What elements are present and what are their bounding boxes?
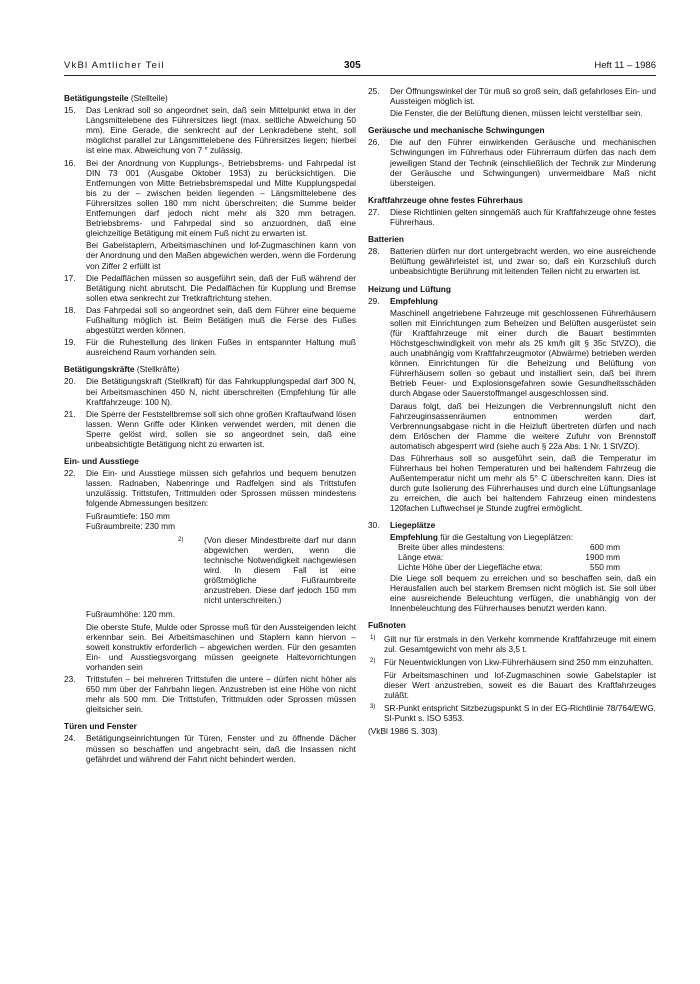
item-paragraph: Daraus folgt, daß bei Heizungen die Verbrennungsluft nicht den Fahrzeuginsassenräumen entnommen werden darf, Verbrennungsabgase nicht in die Heizluft übertreten dürfen und nach dem Erlöschen der Flamme die weitere Zufuhr von Brennstoff automatisch abgesperrt wird (siehe auch § 22a Abs. 1 Nr. 1 StVZO). — [390, 400, 656, 451]
footnote-mark: 2) — [370, 657, 376, 664]
footnote-remark — [86, 535, 356, 606]
list-item — [64, 733, 356, 763]
dimension-depth: Fußraumtiefe: 150 mm — [86, 510, 170, 521]
item-text: Betätigungseinrichtungen für Türen, Fenster und zu öffnende Dächer müssen so beschaffen und angebracht sein, daß die Insassen nicht gefährdet und während der Fahrt nicht behindert werden. — [86, 733, 356, 764]
section-heading — [64, 93, 356, 103]
item-text: Bei der Anordnung von Kupplungs-, Betriebsbrems- und Fahrpedal ist DIN 73 001 (Ausgabe Oktober 1953) zu berücksichtigen. Die Entfernungen von Mitte Betriebsbremspedal und Mitte Kupplungspedal bis zu der – zwischen beiden liegenden – Längsmittelebene des Führersitzes sollen 180 mm nicht überschreiten; die Summe beider Entfernungen darf jedoch nicht mehr als 320 mm betragen. Betriebsbrems- und Fahrpedal sind so anzuordnen, daß eine gleichzeitige Betätigung mit einem Fuß nicht zu erwarten ist. — [86, 157, 356, 239]
item-text: Der Öffnungswinkel der Tür muß so groß sein, daß gefahrloses Ein- und Aussteigen möglich ist. — [390, 86, 656, 107]
footnote — [368, 634, 656, 654]
page-header — [64, 60, 656, 74]
issue-info: Heft 11 – 1986 — [594, 60, 656, 71]
footnote-mark: 3) — [370, 704, 376, 711]
section-title: Betätigungskräfte — [64, 364, 135, 375]
item-paragraph: Das Führerhaus soll so ausgeführt sein, daß die Temperatur im Führerhaus bei hohen Temperaturen und bei haltendem Fahrzeug die Außentemperatur nicht um mehr als 5° C überschreiten kann. Dies ist durch gute Isolierung des Führerhauses und durch eine Lüftungsanlage zu erreichen, die auch bei haltendem Fahrzeug einen mindestens 120fachen Luftwechsel je Stunde zugfrei ermöglicht. — [390, 453, 656, 514]
section-title: Heizung und Lüftung — [368, 283, 451, 294]
list-item — [64, 376, 356, 406]
list-item — [368, 86, 656, 106]
item-text: Die Betätigungskraft (Stellkraft) für das Fahrkupplungspedal darf 300 N, bei Arbeitsmaschinen 450 N, nicht überschreiten (Empfehlung für alle Kraftfahrzeuge: 100 N). — [86, 376, 356, 407]
berth-label: Breite über alles mindestens: — [398, 541, 505, 552]
section-heading — [64, 721, 356, 731]
item-paragraph: Bei Gabelstaplern, Arbeitsmaschinen und lof-Zugmaschinen kann von der Anordnung und den Maßen abgewichen werden, wenn die Forderung von Ziffer 2 erfüllt ist — [86, 240, 356, 271]
section-title: Türen und Fenster — [64, 721, 137, 732]
item-text: Für die Ruhestellung des linken Fußes in entspannter Haltung muß ausreichend Raum vorhanden sein. — [86, 337, 356, 358]
footnote-text: Gilt nur für erstmals in den Verkehr kommende Kraftfahrzeuge mit einem zul. Gesamtgewicht von mehr als 3,5 t. — [384, 633, 656, 654]
item-text: Die Sperre der Feststellbremse soll sich ohne großen Kraftaufwand lösen lassen. Wenn Griffe oder Klinken verwendet werden, mit denen die Sperre gelöst wird, sollen sie so angeordnet sein, daß eine unbeabsichtigte Betätigung nicht zu erwarten ist. — [86, 408, 356, 449]
section-heading — [368, 195, 656, 205]
section-heading — [368, 125, 656, 135]
footnote-paragraph: Für Arbeitsmaschinen und lof-Zugmaschinen sowie Gabelstapler ist dieser Wert anzustreben, soweit es die Bauart des Kraftfahrzeuges zuläßt. — [384, 669, 656, 700]
item-paragraph: Die Liege soll bequem zu erreichen und so beschaffen sein, daß ein Herausfallen auch bei starkem Bremsen nicht möglich ist. Sie soll über eine ausreichende Beleuchtung verfügen, die unabhängig von der Innenbeleuchtung des Führerhauses benutzt werden kann. — [390, 573, 656, 614]
item-text: Die Ein- und Ausstiege müssen sich gefahrlos und bequem benutzen lassen. Radnaben, Nabenringe und Radfelgen sind als Trittstufen unzulässig. Trittstufen, Trittmulden oder Sprossen müssen mindestens folgende Abmessungen besitzen: — [86, 468, 356, 509]
section-heading — [368, 284, 656, 294]
list-item — [64, 273, 356, 303]
item-heading: Empfehlung — [390, 295, 438, 306]
list-item — [64, 105, 356, 155]
list-item — [64, 305, 356, 335]
item-number: 22. — [64, 468, 76, 479]
item-text: Diese Richtlinien gelten sinngemäß auch für Kraftfahrzeuge ohne festes Führerhaus. — [390, 206, 656, 228]
berth-label: Lichte Höhe über der Liegefläche etwa: — [398, 561, 543, 572]
footnote-text: Für Neuentwicklungen von Lkw-Führerhäusern sind 250 mm einzuhalten. — [384, 656, 654, 667]
item-number: 26. — [368, 137, 380, 148]
item-text: Das Fahrpedal soll so angeordnet sein, daß dem Führer eine bequeme Fußhaltung möglich ist. Beim Betätigen muß die Ferse des Fußes abgestützt werden können. — [86, 304, 356, 336]
section-subtitle: (Stellkräfte) — [136, 364, 180, 375]
list-item — [368, 246, 656, 276]
list-item — [368, 520, 656, 530]
footnote-remark-text: (Von dieser Mindestbreite darf nur dann abgewichen werden, wenn die technische Notwendigkeit nachgewiesen wird. In diesem Fall ist eine größtmögliche Fußraumbreite anzustreben. Diese darf jedoch 150 mm nicht unterschreiten.) — [204, 534, 356, 606]
item-text: Die Pedalflächen müssen so ausgeführt sein, daß der Fuß während der Betätigung nicht abrutscht. Die Pedalflächen für Kupplung und Bremse sollen etwa senkrecht zur Tretkraftrichtung stehen. — [86, 272, 356, 303]
source-reference: (VkBl 1986 S. 303) — [368, 726, 438, 737]
item-text: Die auf den Führer einwirkenden Geräusche und mechanischen Schwingungen im Führerhaus oder Führerraum dürfen das nach dem jeweiligen Stand der Technik (einschließlich der Technik zur Minderung der Geräusche und Schwingungen) unvermeidbare Maß nicht übersteigen. — [390, 137, 656, 188]
item-number: 19. — [64, 337, 76, 348]
list-item — [64, 158, 356, 239]
list-item — [64, 337, 356, 357]
berth-intro — [390, 532, 656, 542]
publication-title: VkBl Amtlicher Teil — [64, 60, 165, 71]
item-text: Trittstufen – bei mehreren Trittstufen die untere – dürfen nicht höher als 650 mm über der Fahrbahn liegen. Anzustreben ist eine Höhe von nicht mehr als 500 mm. Die Trittstufen, Trittmulden oder Sprossen müssen gleitsicher sein. — [86, 673, 356, 715]
section-heading — [368, 234, 656, 244]
left-column — [64, 86, 356, 766]
section-title: Geräusche und mechanische Schwingungen — [368, 125, 545, 136]
item-text: Das Lenkrad soll so angeordnet sein, daß sein Mittelpunkt etwa in der Längsmittelebene des Führersitzes liegt (max. seitliche Abweichung 50 mm). Eine Gerade, die senkrecht auf der Lenkradebene steht, soll möglichst parallel zur Längsmittelebene des Führersitzes liegen; hierbei ist eine max. Abweichung von 7 ° zulässig. — [86, 105, 356, 156]
footnote — [368, 703, 656, 723]
footnote-text: SR-Punkt entspricht Sitzbezugspunkt S in der EG-Richtlinie 78/764/EWG. SI-Punkt s. ISO 5353. — [384, 703, 656, 724]
footnote-mark: 2) — [178, 536, 184, 543]
item-number: 15. — [64, 105, 76, 116]
header-rule — [64, 75, 656, 76]
item-number: 24. — [64, 733, 76, 744]
item-number: 27. — [368, 206, 380, 217]
section-title: Kraftfahrzeuge ohne festes Führerhaus — [368, 194, 523, 205]
item-number: 18. — [64, 304, 76, 315]
berth-value: 550 mm — [590, 561, 620, 572]
item-paragraph: Die Fenster, die der Belüftung dienen, müssen leicht verstellbar sein. — [390, 108, 643, 119]
section-title: Fußnoten — [368, 620, 406, 631]
list-item — [368, 296, 656, 306]
berth-row — [390, 542, 620, 552]
section-subtitle: (Stellteile) — [130, 93, 168, 103]
section-heading — [64, 456, 356, 466]
item-number: 20. — [64, 376, 76, 387]
recommendation-text: für die Gestaltung von Liegeplätzen: — [440, 531, 574, 542]
dimension-width: Fußraumbreite: 230 mm — [86, 520, 175, 531]
item-text: Batterien dürfen nur dort untergebracht werden, wo eine ausreichende Belüftung gewährleistet ist, und zwar so, daß ein Kurzschluß durch unbeabsichtigte Berührung mit leitenden Teilen nicht zu erwarten ist. — [390, 246, 656, 277]
item-number: 23. — [64, 673, 76, 684]
dimension-list — [64, 609, 356, 619]
page-number: 305 — [344, 60, 361, 71]
item-heading: Liegeplätze — [390, 519, 436, 530]
list-item — [368, 207, 656, 227]
item-paragraph: Die oberste Stufe, Mulde oder Sprosse muß für den Aussteigenden leicht erkennbar sein. Bei Arbeitsmaschinen und Staplern kann hiervon – soweit konstruktiv erforderlich – abgewichen werden. Für den gesamten Ein- und Ausstiegsvorgang müssen geeignete Haltevorrichtungen vorhanden sein — [86, 621, 356, 672]
list-item — [64, 674, 356, 714]
item-number: 21. — [64, 408, 76, 419]
berth-row — [390, 552, 620, 562]
list-item — [368, 137, 656, 187]
item-number: 25. — [368, 86, 380, 96]
section-title: Betätigungsteile — [64, 93, 129, 103]
item-number: 17. — [64, 272, 76, 283]
section-heading — [368, 620, 656, 630]
section-title: Ein- und Ausstiege — [64, 456, 139, 467]
berth-recommendation — [368, 532, 656, 572]
item-number: 29. — [368, 295, 380, 306]
berth-value: 600 mm — [590, 541, 620, 552]
right-column — [368, 86, 656, 736]
section-title: Batterien — [368, 234, 404, 245]
footnote-mark: 1) — [370, 634, 376, 641]
recommendation-label: Empfehlung — [390, 531, 438, 542]
list-item — [64, 409, 356, 449]
berth-label: Länge etwa: — [398, 551, 444, 562]
berth-row — [390, 562, 620, 572]
footnote — [368, 657, 656, 667]
berth-value: 1900 mm — [585, 551, 620, 562]
item-number: 28. — [368, 246, 380, 257]
dimension-list — [64, 511, 356, 531]
item-number: 30. — [368, 519, 380, 530]
item-paragraph: Maschinell angetriebene Fahrzeuge mit geschlossenen Führerhäusern sollen mit Einrichtungen zum Beheizen und Belüften ausgerüstet sein (für Kraftfahrzeuge mit einer durch die Bauart bestimmten Höchstgeschwindigkeit von mehr als 25 km/h gilt § 35c StVZO), die auch unabhängig vom Kraftfahrzeugmotor (Abwärme) betrieben werden können. Einrichtungen für die Beheizung und Belüftung von Führerhäusern sollen so gebaut und installiert sein, daß bei ihrem Betrieb Feuer- und Explosionsgefahren sowie Gesundheitsschäden durch Abgase oder Sauerstoffmangel ausgeschlossen sind. — [390, 307, 656, 399]
section-heading — [64, 364, 356, 374]
list-item — [64, 468, 356, 508]
item-number: 16. — [64, 157, 76, 168]
dimension-height: Fußraumhöhe: 120 mm. — [86, 609, 175, 620]
